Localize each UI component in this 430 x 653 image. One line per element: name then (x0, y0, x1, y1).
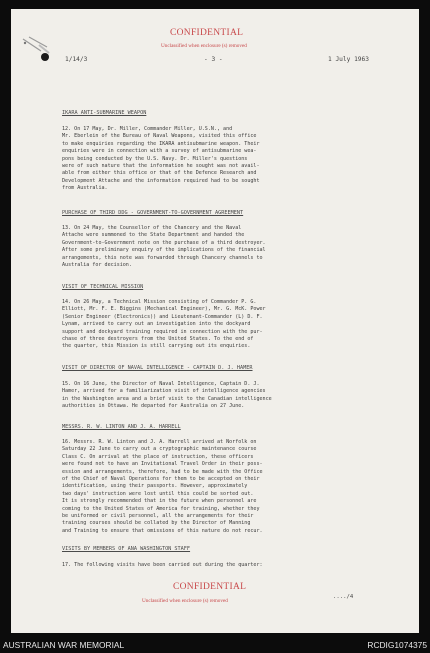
unclassified-note-top: Unclassified when enclosure (s) removed (161, 43, 247, 49)
text-line: 16. Messrs. R. W. Linton and J. A. Harrell arrived at Norfolk on (62, 439, 257, 445)
file-reference: 1/14/3 (65, 56, 88, 63)
text-line: to make enquiries regarding the IKARA antisubmarine weapon. Their (62, 140, 260, 147)
text-line: Lynam, arrived to carry out an investigation into the dockyard (62, 321, 251, 328)
section-heading: IKARA ANTI-SUBMARINE WEAPON (62, 110, 147, 116)
paragraph-14 (62, 299, 384, 351)
paragraph-12 (62, 126, 384, 193)
text-line: authorities in Ottawa. He departed for Australia on 27 June. (62, 403, 245, 410)
text-line: two days' instruction were lost until this could be sorted out. (62, 490, 254, 497)
text-line: Hamer, arrived for a familiarization visit of intelligence agencies (62, 388, 266, 395)
text-line: Government-to-Government note on the purchase of a third destroyer. (62, 239, 266, 246)
paragraph-17 (62, 562, 384, 569)
text-line: the quarter, this Mission is still carrying out its enquiries. (62, 343, 251, 350)
text-line: 15. On 16 June, the Director of Naval Intelligence, Captain D. J. (62, 381, 260, 387)
text-line: It is strongly recommended that in the future when personnel are (62, 498, 257, 505)
text-line: were found not to have an Invitational Travel Order in their poss- (62, 461, 263, 468)
text-line: be uniformed or civil personnel, all the arrangements for their (62, 513, 254, 520)
section-heading: PURCHASE OF THIRD DDG - GOVERNMENT-TO-GOVERNMENT AGREEMENT (62, 210, 244, 216)
document-page (11, 9, 419, 633)
text-line: Elliott, Mr. F. E. Biggins (Mechanical Engineer), Mr. G. McK. Power (62, 306, 266, 313)
unclassified-note-bottom: Unclassified when enclosure (s) removed (142, 598, 228, 604)
archive-name: AUSTRALIAN WAR MEMORIAL (3, 640, 125, 650)
text-line: 13. On 24 May, the Counsellor of the Chancery and the Naval (62, 225, 242, 231)
text-line: Development Attache and the information required had to be sought (62, 177, 260, 184)
text-line: in the Washington area and a brief visit to the Canadian intelligence (62, 395, 272, 402)
text-line: coming to the United States of America for training, whether they (62, 505, 260, 512)
text-line: chase of three destroyers from the United States. To the end of (62, 336, 254, 343)
text-line: 12. On 17 May, Dr. Miller, Commander Miller, U.S.N., and (62, 126, 233, 132)
continuation-marker: ..../4 (333, 594, 354, 600)
text-line: 17. The following visits have been carried out during the quarter: (62, 562, 263, 568)
text-line: Saturday 22 June to carry out a cryptographic maintenance course (62, 446, 257, 453)
section-heading: VISIT OF DIRECTOR OF NAVAL INTELLIGENCE - CAPTAIN D. J. HAMER (62, 365, 253, 371)
text-line: were of such nature that the information he sought was not avail- (62, 163, 260, 170)
text-line: and Training to ensure that omissions of this nature do not recur. (62, 527, 263, 534)
text-line: After some preliminary enquiry of the implications of the financial (62, 247, 266, 254)
text-line: able from either this office or that of the Defence Research and (62, 170, 257, 177)
text-line: training courses should be collated by the Director of Manning (62, 520, 251, 527)
paper-clip-mark (19, 33, 59, 65)
page-number: - 3 - (204, 56, 223, 63)
text-line: identification, using their passports. However, approximately (62, 483, 248, 490)
text-line: Australia for decision. (62, 262, 132, 269)
text-line: from Australia. (62, 185, 108, 192)
text-line: 14. On 26 May, a Technical Mission consisting of Commander P. G. (62, 299, 257, 305)
section-heading: VISIT OF TECHNICAL MISSION (62, 284, 144, 290)
text-line: ession and arrangements, therefore, had to be made with the Office (62, 468, 263, 475)
text-line: Class C. On arrival at the place of instruction, these officers (62, 453, 254, 460)
text-line: of the Chief of Naval Operations for them to be accepted on their (62, 476, 260, 483)
text-line: support and dockyard training required in connection with the pur- (62, 328, 263, 335)
text-line: arrangements, this note was forwarded through Chancery channels to (62, 254, 263, 261)
paragraph-16 (62, 439, 384, 535)
archive-record-id: RCDIG1074375 (367, 640, 427, 650)
text-line: enquiries were in connection with a survey of antisubmarine wea- (62, 148, 257, 155)
section-heading: VISITS BY MEMBERS OF ANA WASHINGTON STAFF (62, 546, 191, 552)
document-date: 1 July 1963 (328, 56, 369, 63)
text-line: Attache were summoned to the State Department and handed the (62, 232, 245, 239)
confidential-stamp-bottom: CONFIDENTIAL (173, 582, 247, 592)
paragraph-13 (62, 225, 384, 269)
archive-footer-bar (0, 638, 430, 653)
text-line: (Senior Engineer (Electronics)) and Lieutenant-Commander (L) D. F. (62, 313, 263, 320)
confidential-stamp-top: CONFIDENTIAL (170, 28, 244, 38)
paragraph-15 (62, 381, 384, 411)
section-heading: MESSRS. R. W. LINTON AND J. A. HARRELL (62, 424, 181, 430)
text-line: pons being conducted by the U.S. Navy. Dr. Miller's questions (62, 155, 248, 162)
text-line: Mr. Eberlein of the Bureau of Naval Weapons, visited this office (62, 133, 257, 140)
